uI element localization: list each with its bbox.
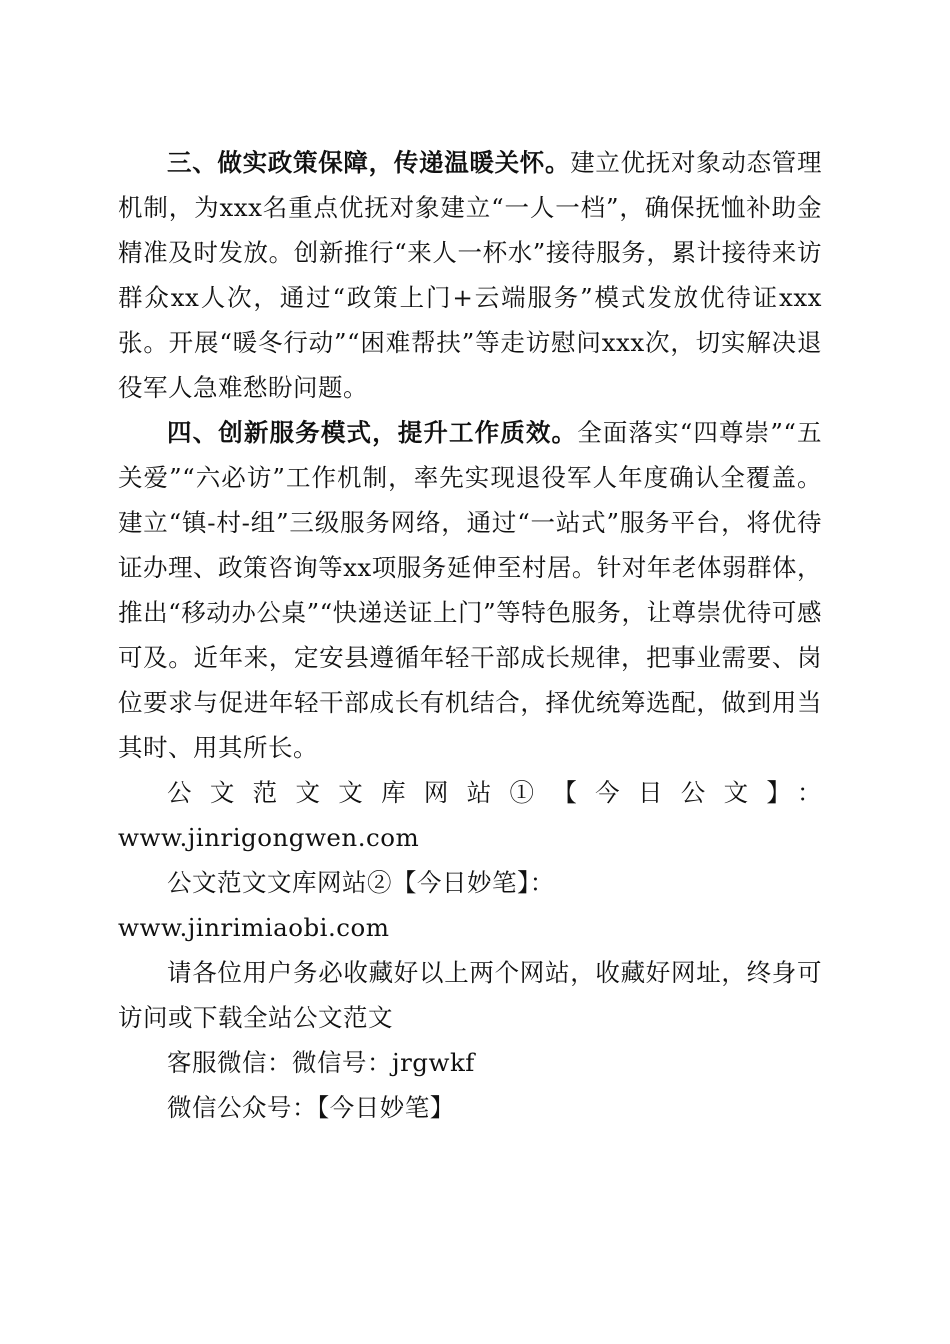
paragraph-service-innovation xyxy=(118,410,822,770)
paragraph-policy-guarantee xyxy=(118,140,822,410)
site1-label: 公文范文文库网站①【今日公文】： xyxy=(167,778,822,807)
document-content xyxy=(118,140,822,1130)
wechat-service-id: 客服微信：微信号：jrgwkf xyxy=(167,1048,475,1077)
paragraph-body: 建立优抚对象动态管理机制，为xxx名重点优抚对象建立“一人一档”，确保抚恤补助金精准及时发放。创新推行“来人一杯水”接待服务，累计接待来访群众xx人次，通过“政策上门+云端服务”模式发放优待证xxx张。开展“暖冬行动”“困难帮扶”等走访慰问xxx次，切实解决退役军人急难愁盼问题。 xyxy=(118,148,823,402)
paragraph-heading: 三、做实政策保障，传递温暖关怀。 xyxy=(167,148,571,177)
paragraph-heading: 四、创新服务模式，提升工作质效。 xyxy=(167,418,578,447)
bookmark-reminder: 请各位用户务必收藏好以上两个网站，收藏好网址，终身可访问或下载全站公文范文 xyxy=(118,958,822,1032)
paragraph-body: 全面落实“四尊崇”“五关爱”“六必访”工作机制，率先实现退役军人年度确认全覆盖。建立“镇-村-组”三级服务网络，通过“一站式”服务平台，将优待证办理、政策咨询等xx项服务延伸至村居。针对年老体弱群体，推出“移动办公桌”“快递送证上门”等特色服务，让尊崇优待可感可及。近年来，定安县遵循年轻干部成长规律，把事业需要、岗位要求与促进年轻干部成长有机结合，择优统筹选配，做到用当其时、用其所长。 xyxy=(118,418,823,762)
site1-url-link[interactable]: www.jinrigongwen.com xyxy=(118,823,420,852)
site2-line[interactable]: 公文范文文库网站②【今日妙笔】：www.jinrimiaobi.com xyxy=(118,868,555,942)
wechat-public-account: 微信公众号：【今日妙笔】 xyxy=(167,1093,455,1122)
